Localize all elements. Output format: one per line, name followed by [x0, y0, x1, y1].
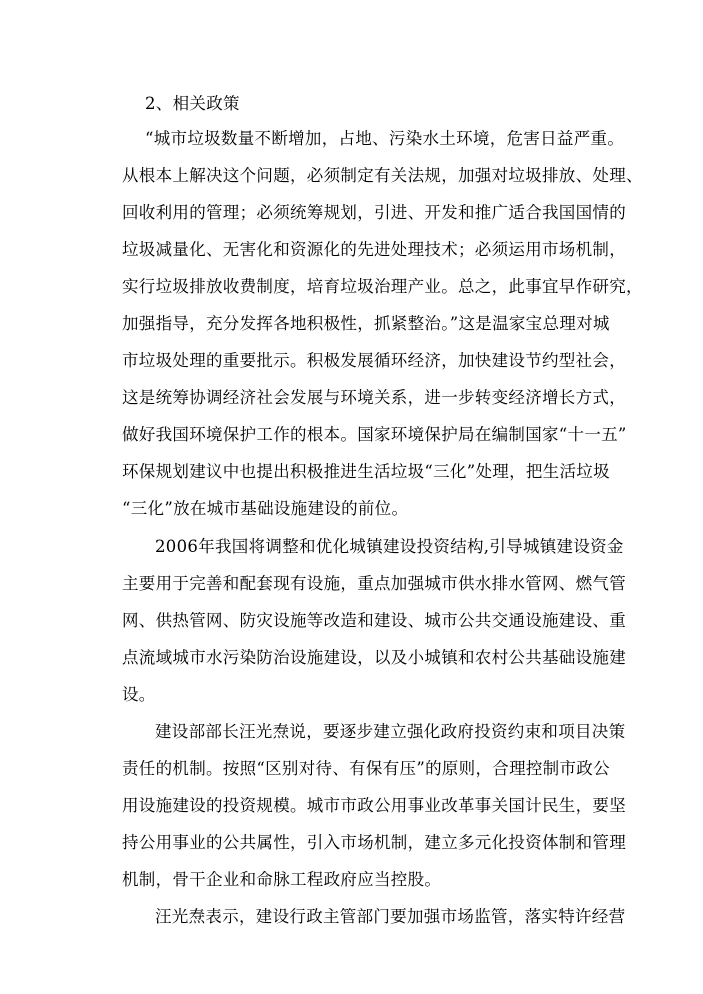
- paragraph-3-line-1: 建设部部长汪光焘说，要逐步建立强化政府投资约束和项目决策: [155, 722, 626, 741]
- paragraph-3-line-3: 用设施建设的投资规模。城市市政公用事业改革事关国计民生，要坚: [122, 796, 626, 815]
- paragraph-1-line-10: 环保规划建议中也提出积极推进生活垃圾“三化”处理，把生活垃圾: [122, 462, 610, 481]
- paragraph-1-line-1: “城市垃圾数量不断增加，占地、污染水土环境，危害日益严重。: [145, 129, 625, 148]
- section-heading: 2、相关政策: [145, 94, 240, 113]
- paragraph-1-line-6: 加强指导，充分发挥各地积极性，抓紧整治。”这是温家宝总理对城: [122, 314, 610, 333]
- paragraph-2-line-5: 设。: [122, 685, 156, 704]
- paragraph-2-line-2: 主要用于完善和配套现有设施，重点加强城市供水排水管网、燃气管: [122, 574, 626, 593]
- paragraph-2-line-3: 网、供热管网、防灾设施等改造和建设、城市公共交通设施建设、重: [122, 611, 626, 630]
- paragraph-1-line-7: 市垃圾处理的重要批示。积极发展循环经济，加快建设节约型社会，: [122, 351, 626, 370]
- paragraph-1-line-3: 回收利用的管理；必须统筹规划，引进、开发和推广适合我国国情的: [122, 203, 626, 222]
- paragraph-1-line-4: 垃圾减量化、无害化和资源化的先进处理技术；必须运用市场机制，: [122, 240, 626, 259]
- paragraph-1-line-8: 这是统筹协调经济社会发展与环境关系，进一步转变经济增长方式，: [122, 388, 626, 407]
- paragraph-1-line-11: “三化”放在城市基础设施建设的前位。: [122, 499, 409, 518]
- paragraph-1-line-5: 实行垃圾排放收费制度，培育垃圾治理产业。总之，此事宜早作研究，: [122, 277, 643, 296]
- paragraph-1-line-9: 做好我国环境保护工作的根本。国家环境保护局在编制国家“十一五”: [122, 425, 627, 444]
- paragraph-2-line-4: 点流域城市水污染防治设施建设，以及小城镇和农村公共基础设施建: [122, 648, 626, 667]
- paragraph-1-line-2: 从根本上解决这个问题，必须制定有关法规，加强对垃圾排放、处理、: [122, 166, 643, 185]
- paragraph-2-line-1: 2006年我国将调整和优化城镇建设投资结构,引导城镇建设资金: [155, 537, 624, 556]
- paragraph-3-line-4: 持公用事业的公共属性，引入市场机制，建立多元化投资体制和管理: [122, 833, 626, 852]
- paragraph-3-line-5: 机制，骨干企业和命脉工程政府应当控股。: [122, 870, 442, 889]
- paragraph-3-line-2: 责任的机制。按照“区别对待、有保有压”的原则，合理控制市政公: [122, 759, 610, 778]
- paragraph-4-line-1: 汪光焘表示，建设行政主管部门要加强市场监管，落实特许经营: [155, 907, 626, 926]
